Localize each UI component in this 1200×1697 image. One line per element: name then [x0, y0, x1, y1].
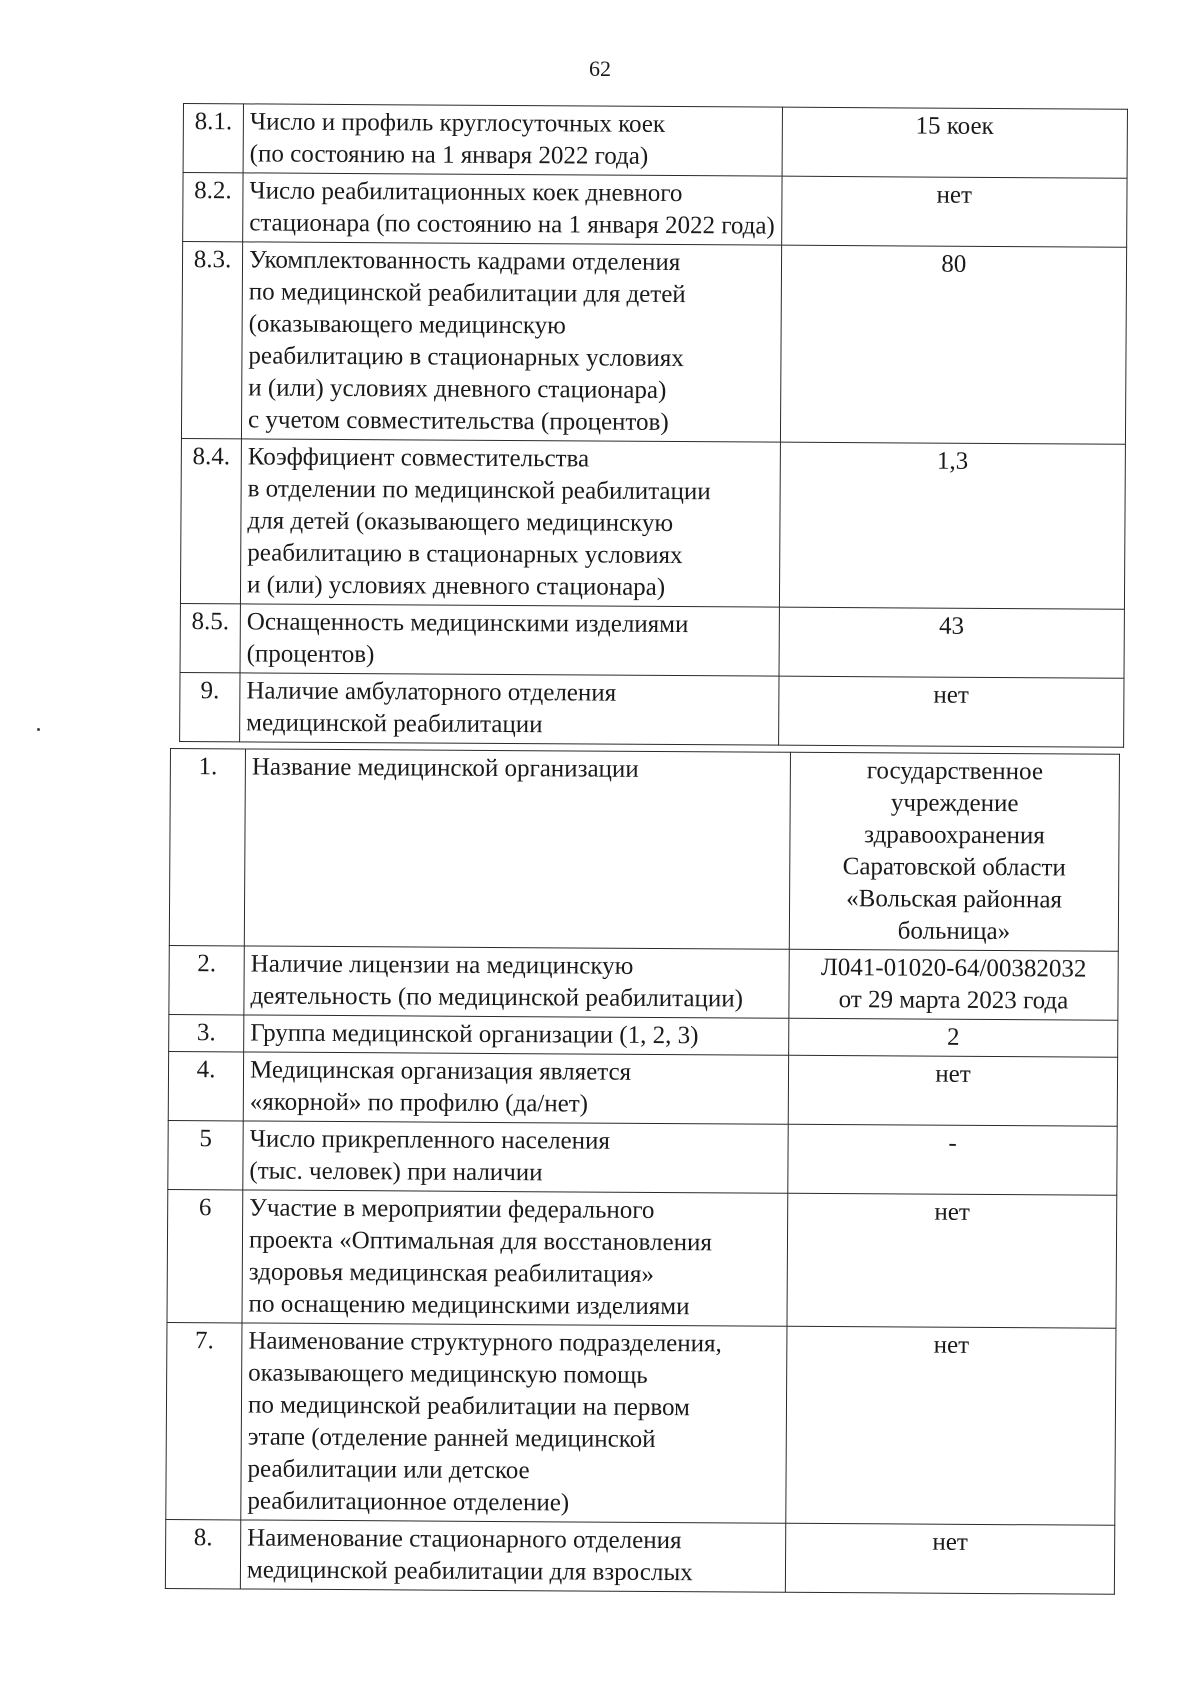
indicator-name-line: реабилитацию в стационарных условиях — [247, 539, 683, 570]
table-row — [183, 104, 1127, 179]
row-number: 1. — [169, 749, 245, 946]
indicator-value — [789, 949, 1118, 1020]
indicator-name-line: для детей (оказывающего медицинскую — [247, 507, 674, 538]
table-row — [167, 1189, 1117, 1328]
indicator-name-line: по медицинской реабилитации для детей — [248, 278, 686, 309]
table-row — [169, 1014, 1118, 1057]
indicators-table-continued — [179, 103, 1128, 748]
indicator-value-line: Саратовской области — [842, 853, 1066, 882]
indicator-name-line: (оказывающего медицинскую — [248, 310, 566, 340]
indicator-value-line: государственное — [866, 757, 1044, 786]
indicator-name-line: Группа медицинской организации (1, 2, 3) — [250, 1019, 699, 1050]
indicator-name-line: Название медицинской организации — [251, 753, 639, 783]
row-number: 8.1. — [183, 104, 243, 173]
indicator-name-line: деятельность (по медицинской реабилитации) — [250, 982, 744, 1013]
indicator-name — [241, 242, 781, 442]
indicator-name — [244, 1015, 789, 1055]
indicator-name — [243, 104, 782, 176]
indicator-value — [779, 442, 1125, 609]
indicator-value-line: нет — [932, 1528, 968, 1556]
table-row — [165, 1519, 1114, 1594]
indicator-name-line: и (или) условиях дневного стационара) — [246, 571, 666, 601]
scan-speck — [37, 728, 40, 731]
indicator-value-line: - — [948, 1129, 957, 1157]
indicator-name-line: Наличие амбулаторного отделения — [246, 677, 617, 707]
indicator-name-line: медицинской реабилитации для взрослых — [246, 1556, 693, 1587]
indicator-name — [243, 1052, 788, 1124]
row-number: 4. — [168, 1051, 243, 1120]
indicator-name-line: по оснащению медицинскими изделиями — [248, 1290, 690, 1321]
indicator-value-line: от 29 марта 2023 года — [838, 986, 1069, 1015]
indicator-name — [240, 604, 779, 676]
row-number: 2. — [169, 945, 244, 1014]
indicator-name — [242, 1190, 788, 1326]
indicator-name-line: Наличие лицензии на медицинскую — [250, 950, 634, 980]
indicator-name-line: Медицинская организация является — [249, 1056, 632, 1086]
indicator-value-line: 43 — [939, 612, 965, 640]
indicator-value — [780, 245, 1127, 444]
indicator-value-line: 1,3 — [936, 447, 969, 475]
indicator-name — [243, 1121, 788, 1193]
indicator-name-line: Наименование структурного подразделения, — [248, 1327, 722, 1358]
indicator-name — [240, 1520, 785, 1592]
indicator-name — [240, 439, 780, 607]
row-number: 8. — [165, 1519, 240, 1588]
indicator-value-line: 80 — [941, 250, 967, 278]
indicator-name-line: Коэффициент совместительства — [247, 443, 590, 473]
table-row — [180, 438, 1125, 609]
indicator-name — [241, 1323, 787, 1523]
indicator-name-line: (по состоянию на 1 января 2022 года) — [249, 140, 649, 170]
indicator-value-line: нет — [934, 1198, 970, 1226]
indicator-value-line: нет — [935, 1060, 971, 1088]
row-number: 6 — [167, 1189, 243, 1322]
indicator-name-line: с учетом совместительства (процентов) — [247, 406, 669, 436]
indicator-value — [779, 607, 1125, 678]
indicator-name-line: Число и профиль круглосуточных коек — [249, 108, 666, 138]
table-row — [166, 1322, 1116, 1525]
row-number: 8.2. — [183, 173, 243, 242]
indicator-value — [782, 107, 1128, 178]
indicator-name-line: Участие в мероприятии федерального — [249, 1194, 655, 1224]
indicator-name-line: Число прикрепленного населения — [249, 1125, 611, 1155]
indicator-name — [244, 946, 789, 1018]
indicator-value-line: здравоохранения — [864, 821, 1045, 850]
indicator-value — [781, 176, 1127, 247]
indicator-name-line: оказывающего медицинскую помощь — [248, 1359, 648, 1389]
table-row — [168, 1051, 1117, 1126]
indicator-name-line: и (или) условиях дневного стационара) — [248, 374, 667, 404]
row-number: 8.4. — [180, 438, 241, 603]
table-row — [181, 242, 1126, 445]
row-number: 3. — [169, 1014, 244, 1051]
indicator-value — [789, 1018, 1118, 1057]
indicator-name-line: здоровья медицинская реабилитация» — [248, 1258, 655, 1288]
indicator-value-line: нет — [933, 681, 969, 709]
indicator-value — [786, 1326, 1116, 1525]
indicator-value — [778, 676, 1124, 747]
indicator-name-line: реабилитационное отделение) — [247, 1487, 570, 1517]
row-number: 5 — [168, 1120, 243, 1189]
indicator-value — [788, 1124, 1117, 1195]
row-number: 8.3. — [181, 242, 242, 439]
page-number: 62 — [589, 56, 611, 81]
indicator-value — [789, 752, 1119, 951]
indicator-name-line: этапе (отделение ранней медицинской — [247, 1423, 656, 1453]
indicator-name-line: в отделении по медицинской реабилитации — [247, 475, 711, 506]
indicator-name-line: «якорной» по профилю (да/нет) — [249, 1088, 589, 1118]
indicator-name-line: по медицинской реабилитации на первом — [247, 1391, 690, 1422]
organization-info-table — [165, 748, 1120, 1595]
indicator-name-line: Число реабилитационных коек дневного — [249, 177, 683, 208]
table-row — [169, 945, 1118, 1020]
indicator-value-line: учреждение — [890, 789, 1019, 818]
indicator-name — [243, 173, 782, 245]
row-number: 7. — [166, 1322, 242, 1519]
indicator-value — [787, 1193, 1117, 1328]
table-row — [183, 173, 1127, 248]
indicator-name-line: (тыс. человек) при наличии — [249, 1157, 543, 1187]
indicator-value-line: «Вольская районная — [846, 885, 1063, 914]
indicator-value-line: 2 — [946, 1023, 960, 1051]
indicator-name-line: реабилитацию в стационарных условиях — [248, 342, 684, 373]
indicator-name-line: реабилитации или детское — [247, 1455, 530, 1485]
indicator-name — [244, 749, 790, 949]
table-row — [180, 672, 1124, 747]
indicator-name-line: Наименование стационарного отделения — [247, 1524, 682, 1555]
indicator-name-line: стационара (по состоянию на 1 января 2022 года) — [249, 209, 775, 240]
indicator-value — [785, 1523, 1114, 1594]
table-row — [180, 603, 1124, 678]
indicator-name-line: Оснащенность медицинскими изделиями — [246, 608, 689, 639]
indicator-value-line: больница» — [897, 917, 1011, 946]
indicator-value — [788, 1055, 1117, 1126]
indicator-value-line: нет — [936, 181, 973, 209]
row-number: 9. — [180, 672, 240, 741]
indicator-value-line: 15 коек — [915, 112, 994, 140]
indicator-name-line: проекта «Оптимальная для восстановления — [248, 1226, 712, 1257]
indicator-value-line: Л041-01020-64/00382032 — [820, 953, 1087, 983]
table-row — [168, 1120, 1117, 1195]
indicator-name-line: Укомплектованность кадрами отделения — [248, 246, 681, 277]
indicator-name-line: (процентов) — [246, 640, 375, 669]
row-number: 8.5. — [180, 603, 240, 672]
indicator-name-line: медицинской реабилитации — [246, 709, 543, 739]
table-row — [169, 749, 1119, 952]
indicator-name — [240, 673, 779, 745]
indicator-value-line: нет — [933, 1331, 970, 1359]
